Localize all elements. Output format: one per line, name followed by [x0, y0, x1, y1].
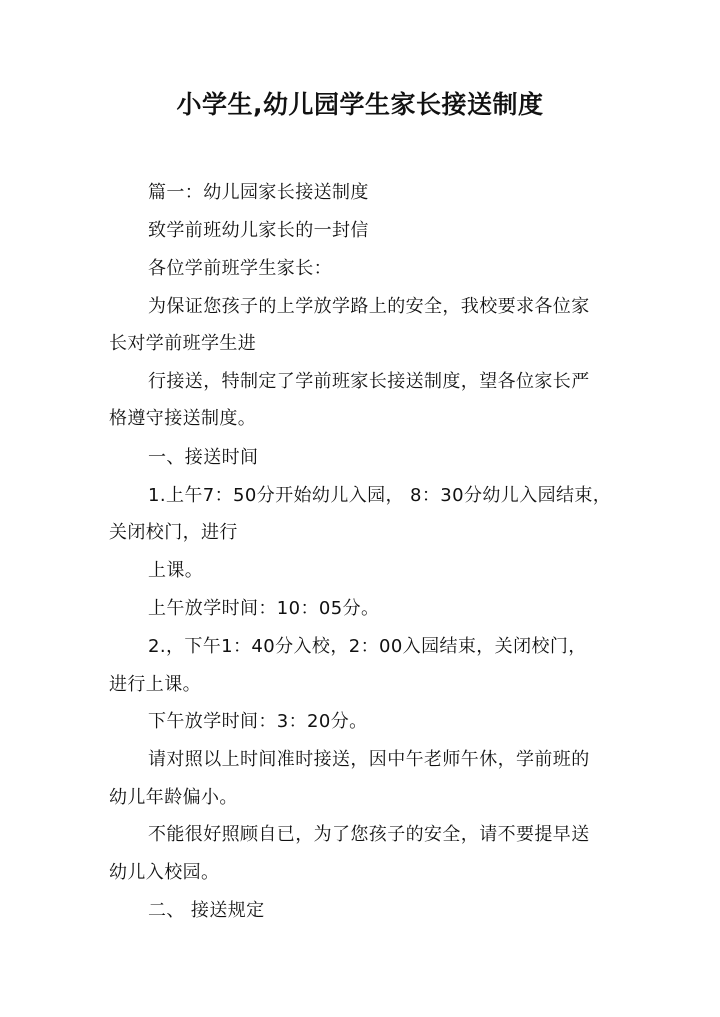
paragraph-line: 关闭校门，进行 — [109, 522, 238, 543]
paragraph-line: 长对学前班学生进 — [109, 333, 257, 354]
paragraph-line: 不能很好照顾自已，为了您孩子的安全，请不要提早送 — [148, 824, 590, 845]
document-title: 小学生,幼儿园学生家长接送制度 — [176, 90, 544, 119]
paragraph-line: 幼儿年龄偏小。 — [109, 787, 238, 808]
paragraph-line: 格遵守接送制度。 — [109, 408, 257, 429]
paragraph-line: 上课。 — [148, 560, 204, 581]
paragraph-line: 篇一：幼儿园家长接送制度 — [148, 182, 369, 203]
paragraph-line: 上午放学时间：10：05分。 — [148, 598, 380, 619]
paragraph-line: 致学前班幼儿家长的一封信 — [148, 220, 369, 241]
paragraph-line: 1.上午7：50分开始幼儿入园， 8：30分幼儿入园结束， — [148, 485, 612, 506]
paragraph-line: 下午放学时间：3：20分。 — [148, 711, 368, 732]
paragraph-line: 为保证您孩子的上学放学路上的安全，我校要求各位家 — [148, 296, 590, 317]
paragraph-line: 各位学前班学生家长： — [148, 258, 332, 279]
paragraph-line: 行接送，特制定了学前班家长接送制度，望各位家长严 — [148, 371, 590, 392]
section-heading: 二、 接送规定 — [148, 900, 265, 921]
paragraph-line: 进行上课。 — [109, 674, 201, 695]
section-heading: 一、接送时间 — [148, 447, 259, 468]
paragraph-line: 幼儿入校园。 — [109, 862, 220, 883]
paragraph-line: 2.，下午1：40分入校，2：00入园结束，关闭校门， — [148, 636, 587, 657]
paragraph-line: 请对照以上时间准时接送，因中午老师午休，学前班的 — [148, 749, 590, 770]
